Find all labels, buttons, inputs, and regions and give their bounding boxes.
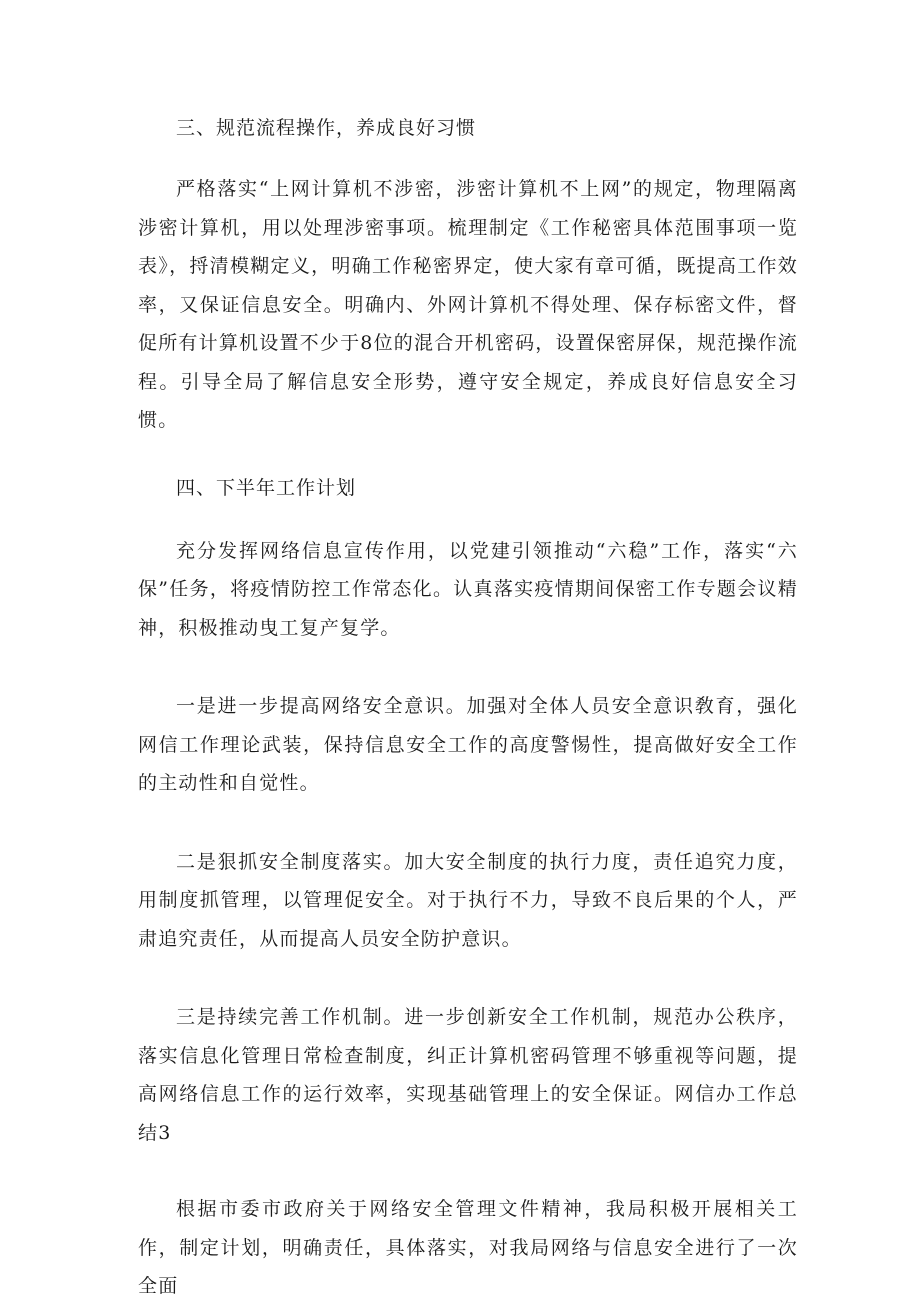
section-heading-3: 三、规范流程操作，养成良好习惯 (176, 117, 477, 139)
section-4-intro-paragraph: 充分发挥网络信息宣传作用，以党建引领推动“六稳”工作，落实“六保”任务，将疫情防控工作常态化。认真落实疫情期间保密工作专题会议精神，积极推动曳工复产复学。 (138, 539, 798, 639)
document-page (138, 112, 798, 1306)
section-3-paragraph: 严格落实“上网计算机不涉密，涉密计算机不上网”的规定，物理隔离涉密计算机，用以处理涉密事项。梳理制定《工作秘密具体范围事项一览表》，捋清模糊定义，明确工作秘密界定，使大家有章可循，既提高工作效率，又保证信息安全。明确内、外网计算机不得处理、保存标密文件，督促所有计算机设置不少于8位的混合开机密码，设置保密屏保，规范操作流程。引导全局了解信息安全形势，遵守安全规定，养成良好信息安全习惯。 (138, 178, 798, 431)
section-heading-4: 四、下半年工作计划 (176, 476, 357, 499)
closing-paragraph: 根据市委市政府关于网络安全管理文件精神，我局积极开展相关工作，制定计划，明确责任，具体落实，对我局网络与信息安全进行了一次全面 (138, 1198, 798, 1297)
plan-item-1-paragraph: 一是进一步提高网络安全意识。加强对全体人员安全意识敎育，强化网信工作理论武装，保持信息安全工作的高度警惕性，提高做好安全工作的主动性和自觉性。 (138, 695, 798, 794)
plan-item-3-paragraph: 三是持续完善工作机制。进一步创新安全工作机制，规范办公秩序，落实信息化管理日常检查制度，纠正计算机密码管理不够重视等问题，提高网络信息工作的运行效率，实现基础管理上的安全保证。网信办工作总结3 (138, 1006, 798, 1144)
plan-item-2-paragraph: 二是狠抓安全制度落实。加大安全制度的执行力度，责任追究力度，用制度抓管理，以管理促安全。对于执行不力，导致不良后果的个人，严肃追究责任，从而提高人员安全防护意识。 (138, 850, 798, 950)
